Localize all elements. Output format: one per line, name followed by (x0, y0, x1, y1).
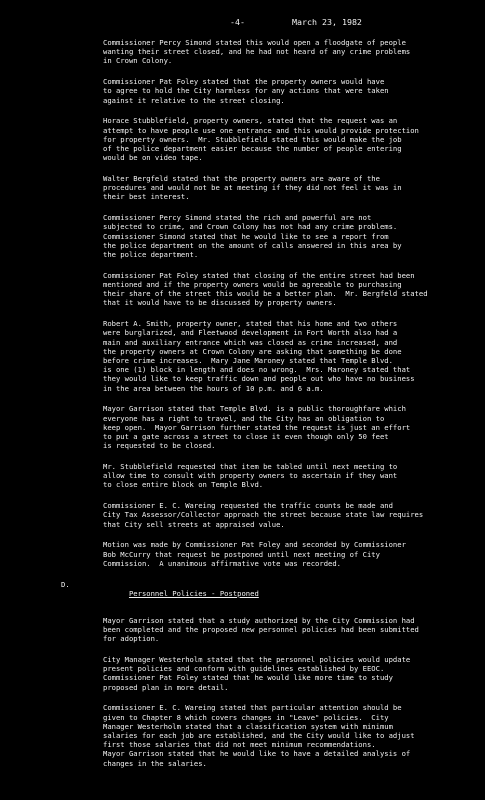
paragraph: City Manager Westerholm stated that the personnel policies would update present policies and conform with guidelines established by EEOC. Commissioner Pat Foley stated that he would like more time to study proposed plan in more detail. (103, 654, 411, 692)
paragraph: Commissioner Percy Simond stated this would open a floodgate of people wanting their street closed, and he had not heard of any crime problems in Crown Colony. (103, 38, 411, 66)
paragraph: Commissioner Percy Simond stated the rich and powerful are not subjected to crime, and Crown Colony has not had any crime problems. Commissioner Simond stated that he would like to see a report from the police department on the amount of calls answered in this area by the police department. (103, 213, 402, 260)
meeting-date: March 23, 1982 (292, 17, 362, 27)
paragraph: Commissioner E. C. Wareing stated that particular attention should be given to Chapter 8 which covers changes in "Leave" policies. City Manager Westerholm stated that a classification system with minimum salaries for each job are established, and the City would like to adjust first those salaries that did not meet minimum recommendations. Mayor Garrison stated that he would like to have a detailed analysis of changes in the salaries. (103, 703, 415, 768)
paragraph: Mayor Garrison stated that Temple Blvd. is a public thoroughfare which everyone has a right to travel, and the City has an obligation to keep open. Mayor Garrison further stated the request is just an effort to put a gate across a street to close it even though only 50 feet is requested to be closed. (103, 404, 411, 451)
paragraph: Robert A. Smith, property owner, stated that his home and two others were burglarized, and Fleetwood development in Fort Worth also had a main and auxiliary entrance which was closed as crime increased, and the property owners at Crown Colony are asking that something be done before crime increases. Mary Jane Maroney stated that Temple Blvd. is one (1) block in length and does no wrong. Mrs. Maroney stated that they would like to keep traffic down and people out who have no business in the area between the hours of 10 p.m. and 6 a.m. (103, 319, 415, 393)
paragraph: Commissioner Pat Foley stated that the property owners would have to agree to hold the City harmless for any actions that were taken against it relative to the street closing. (103, 77, 389, 105)
paragraph: Commissioner Pat Foley stated that closing of the entire street had been mentioned and if the property owners would be agreeable to purchasing their share of the street this would be a better plan. Mr. Bergfeld stated that it would have to be discussed by property owners. (103, 270, 428, 308)
paragraph: Mayor Garrison stated that a study authorized by the City Commission had been completed and the proposed new personnel policies had been submitted for adoption. (103, 615, 419, 644)
paragraph: Mr. Stubblefield requested that item be tabled until next meeting to allow time to consult with property owners to ascertain if they want to close entire block on Temple Blvd. (103, 462, 398, 490)
section-title: Personnel Policies - Postponed (128, 588, 259, 598)
page-number: -4- (230, 17, 245, 27)
minutes-body (61, 38, 481, 779)
paragraph: Horace Stubblefield, property owners, stated that the request was an attempt to have people use one entrance and this would provide protection for property owners. Mr. Stubblefield stated this would make the job of the police department easier because the number of people entering would be on video tape. (103, 116, 419, 163)
paragraph: Motion was made by Commissioner Pat Foley and seconded by Commissioner Bob McCurry that request be postponed until next meeting of City Commission. A unanimous affirmative vote was recorded. (103, 540, 406, 568)
paragraph: Commissioner E. C. Wareing requested the traffic counts be made and City Tax Assessor/Collector approach the street because state law requires that City sell streets at appraised value. (103, 501, 424, 529)
section-heading (61, 579, 481, 608)
section-number: D. (61, 579, 70, 589)
page-header (230, 17, 362, 27)
paragraph: Walter Bergfeld stated that the property owners are aware of the procedures and would not be at meeting if they did not feel it was in their best interest. (103, 174, 402, 202)
